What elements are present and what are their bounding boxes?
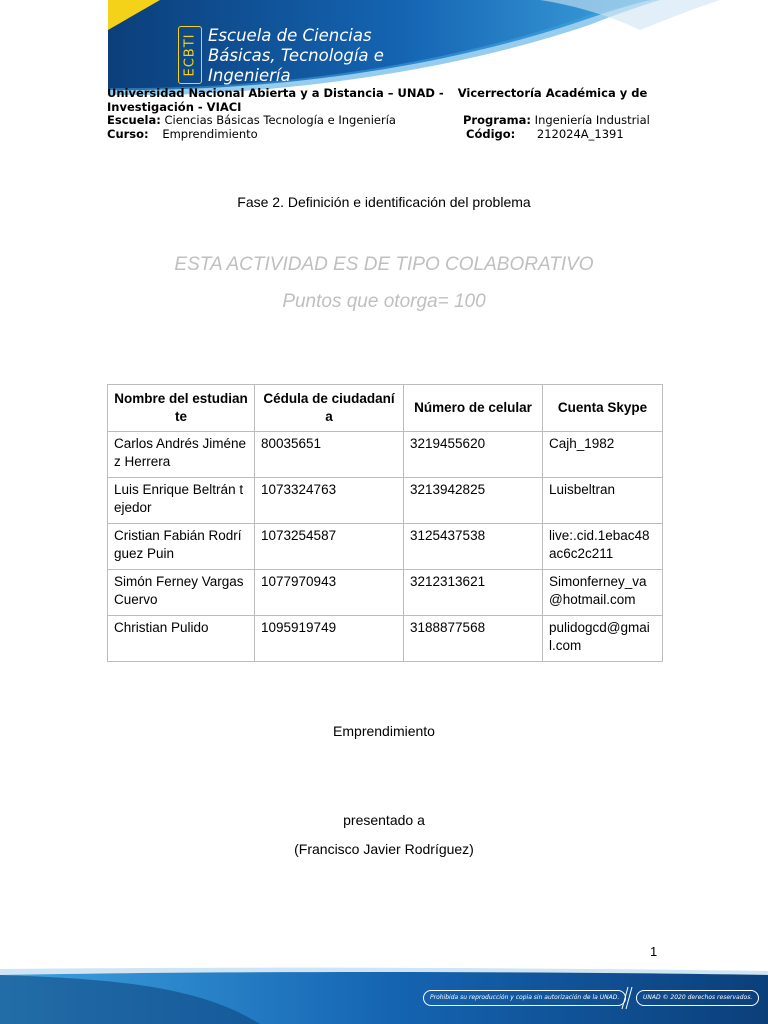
vice-rectory: Vicerrectoría Académica y de (457, 86, 648, 100)
student-name-cell: Christian Pulido (108, 616, 255, 662)
course-value: Emprendimiento (162, 127, 258, 141)
student-name-cell: Cristian Fabián Rodríguez Puin (108, 524, 255, 570)
page-number: 1 (650, 944, 658, 959)
code-field (466, 127, 624, 141)
student-name-cell: Luis Enrique Beltrán tejedor (108, 478, 255, 524)
vice-rectory-continuation: Investigación - VIACI (107, 100, 242, 114)
banner-title-line-3: Ingeniería (208, 66, 291, 85)
points-notice: Puntos que otorga= 100 (282, 291, 486, 312)
phone-cell: 3188877568 (404, 616, 543, 662)
phone-cell: 3212313621 (404, 570, 543, 616)
id-number-cell: 1095919749 (255, 616, 404, 662)
course-label: Curso: (107, 127, 149, 141)
footer-banner (0, 965, 768, 1024)
ecbti-logo (178, 26, 202, 84)
university-line (107, 86, 662, 100)
school-value: Ciencias Básicas Tecnología e Ingeniería (164, 113, 396, 127)
activity-type-notice: ESTA ACTIVIDAD ES DE TIPO COLABORATIVO (174, 254, 594, 275)
school-field (107, 113, 396, 127)
table-row (108, 478, 663, 524)
table-row (108, 524, 663, 570)
phone-cell: 3125437538 (404, 524, 543, 570)
id-number-cell: 80035651 (255, 432, 404, 478)
subject-title: Emprendimiento (333, 723, 435, 739)
table-row (108, 616, 663, 662)
university-name: Universidad Nacional Abierta y a Distancia – UNAD - (107, 86, 448, 100)
reproduction-notice: Prohibida su reproducción y copia sin autorización de la UNAD. (423, 990, 626, 1006)
banner-title-line-2: Básicas, Tecnología e (208, 46, 384, 65)
presented-to-label: presentado a (343, 812, 425, 828)
table-row (108, 432, 663, 478)
table-header-row (108, 385, 663, 432)
skype-cell: Cajh_1982 (543, 432, 663, 478)
ecbti-logo-text: ECBTI (182, 33, 198, 77)
student-name-cell: Simón Ferney Vargas Cuervo (108, 570, 255, 616)
school-banner-title (208, 26, 468, 86)
skype-cell: Luisbeltran (543, 478, 663, 524)
program-label: Programa: (463, 113, 532, 127)
program-value: Ingeniería Industrial (534, 113, 650, 127)
table-row (108, 570, 663, 616)
code-value: 212024A_1391 (536, 127, 624, 141)
code-label: Código: (466, 127, 516, 141)
professor-name: (Francisco Javier Rodríguez) (294, 841, 474, 857)
phone-cell: 3219455620 (404, 432, 543, 478)
course-field (107, 127, 258, 141)
school-label: Escuela: (107, 113, 161, 127)
id-number-cell: 1077970943 (255, 570, 404, 616)
skype-cell: pulidogcd@gmail.com (543, 616, 663, 662)
document-header-info (107, 86, 662, 141)
copyright-notice: UNAD © 2020 derechos reservados. (636, 990, 759, 1006)
program-field (463, 113, 650, 127)
header-skype: Cuenta Skype (543, 385, 663, 432)
students-table (107, 384, 663, 662)
phase-title: Fase 2. Definición e identificación del problema (237, 194, 531, 210)
header-phone: Número de celular (404, 385, 543, 432)
skype-cell: live:.cid.1ebac48ac6c2c211 (543, 524, 663, 570)
phone-cell: 3213942825 (404, 478, 543, 524)
student-name-cell: Carlos Andrés Jiménez Herrera (108, 432, 255, 478)
header-id-number: Cédula de ciudadanía (255, 385, 404, 432)
id-number-cell: 1073254587 (255, 524, 404, 570)
banner-title-line-1: Escuela de Ciencias (208, 26, 372, 45)
id-number-cell: 1073324763 (255, 478, 404, 524)
header-banner (0, 0, 768, 95)
skype-cell: Simonferney_va@hotmail.com (543, 570, 663, 616)
header-student-name: Nombre del estudiante (108, 385, 255, 432)
